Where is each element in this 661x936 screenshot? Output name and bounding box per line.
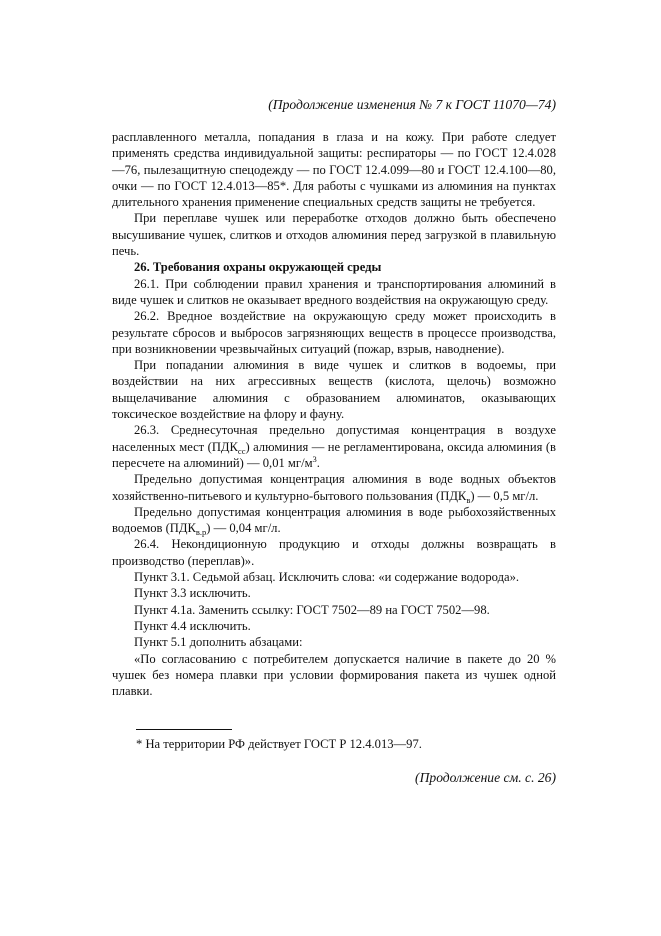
section-heading-environment: 26. Требования охраны окружающей среды [134,260,382,275]
paragraph-26-4: 26.4. Некондиционную продукцию и отходы должны возвращать в производство (переплав)». [112,537,556,568]
paragraph-pdk-water: Предельно допустимая концентрация алюминия в воде водных объектов хозяйственно-питьевого и культурно-бытового пользования $(ПДК_в)$ — 0,5 мг/л. [112,472,556,505]
footnote: * На территории РФ действует ГОСТ Р 12.4.013—97. [136,737,422,751]
continuation-note: (Продолжение см. с. 26) [415,770,556,785]
paragraph-item-5-1: Пункт 5.1 дополнить абзацами: [134,635,303,650]
paragraph-item-3-1: Пункт 3.1. Седьмой абзац. Исключить слова: «и содержание водорода». [134,570,520,585]
footnote-divider [136,729,232,730]
paragraph-remelting: При переплаве чушек или переработке отходов должно быть обеспечено высушивание чушек, слитков и отходов алюминия перед загрузкой в плавильную печь. [112,211,556,259]
document-body [112,129,556,699]
paragraph-item-3-3: Пункт 3.3 исключить. [134,586,251,601]
paragraph-quote: «По согласованию с потребителем допускается наличие в пакете до 20 % чушек без номера плавки при условии формирования пакета из чушек одной плавки. [112,651,556,699]
paragraph-item-4-4: Пункт 4.4 исключить. [134,618,251,633]
paragraph-26-3: 26.3. Среднесуточная предельно допустимая концентрация в воздухе населенных мест $(ПДК_{сс})$ алюминия — не регламентирована, оксида алюминия (в пересчете на алюминий) — 0,01 $мг/м^3$. [112,423,556,470]
paragraph-26-2: 26.2. Вредное воздействие на окружающую среду может происходить в результате сбросов и выбросов загрязняющих веществ в процессе производства, при возникновении чрезвычайных ситуаций (пожар, взрыв, наводнение). [112,309,556,356]
running-header: (Продолжение изменения № 7 к ГОСТ 11070—74) [268,97,556,112]
paragraph-ppe: расплавленного металла, попадания в глаза и на кожу. При работе следует применять средства индивидуальной защиты: респираторы — по ГОСТ 12.4.028—76, пылезащитную спецодежду — по ГОСТ 12.4.099—80 и ГОСТ 12.4.100—80, очки — по ГОСТ 12.4.013—85*. Для работы с чушками из алюминия на пунктах длительного хранения применение специальных средств защиты не требуется. [112,130,556,210]
paragraph-water-bodies: При попадании алюминия в виде чушек и слитков в водоемы, при воздействии на них агрессивных веществ (кислота, щелочь) возможно выщелачивание алюминия с образованием алюминатов, оказывающих токсическое воздействие на флору и фауну. [112,358,556,422]
paragraph-pdk-fishery: Предельно допустимая концентрация алюминия в воде рыбохозяйственных водоемов $(ПДК_{в.р})$ — 0,04 мг/л. [112,504,556,538]
paragraph-26-1: 26.1. При соблюдении правил хранения и транспортирования алюминий в виде чушек и слитков не оказывает вредного воздействия на окружающую среду. [112,276,556,307]
paragraph-item-4-1a: Пункт 4.1а. Заменить ссылку: ГОСТ 7502—89 на ГОСТ 7502—98. [134,602,490,617]
